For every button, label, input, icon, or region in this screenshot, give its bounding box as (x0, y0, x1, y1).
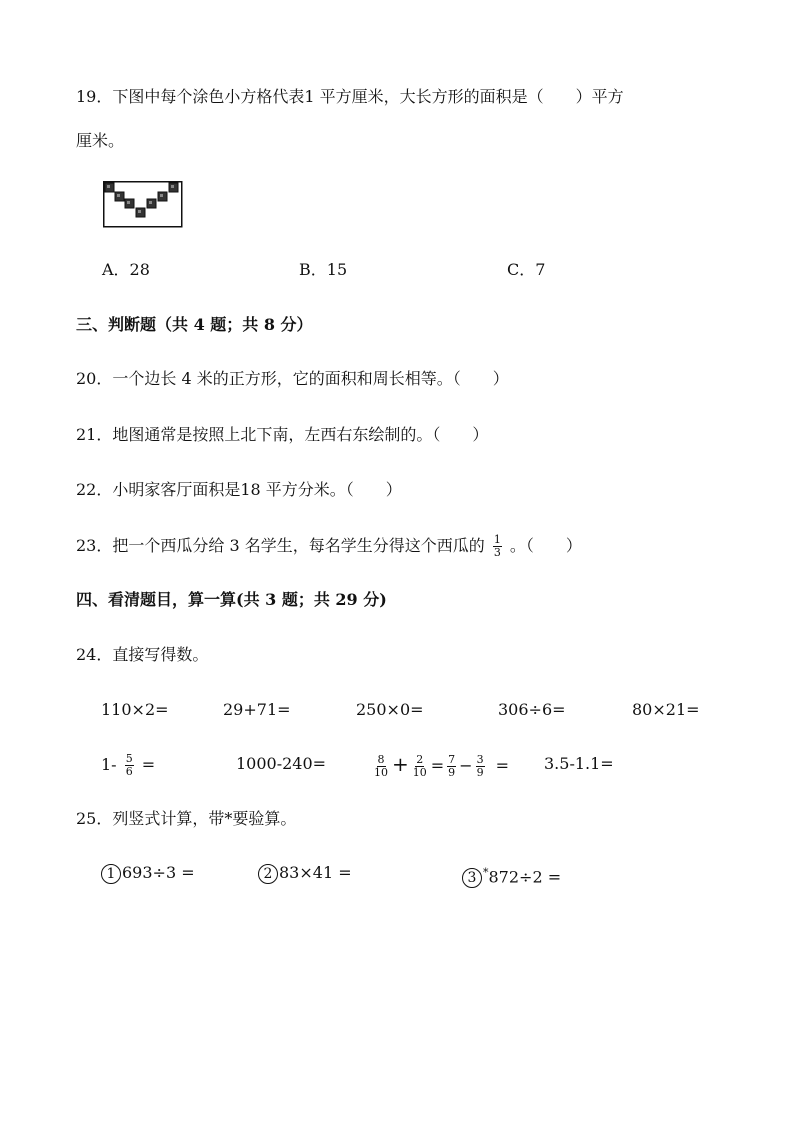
q24-item-fraction-c (370, 753, 509, 779)
section3-title: 三、判断题（共 4 题；共 8 分） (76, 315, 313, 334)
q25-item-3 (462, 862, 561, 888)
fraction-denominator: 10 (412, 766, 427, 779)
q21-text: 21．地图通常是按照上北下南，左西右东绘制的。（ ） (76, 425, 489, 444)
fraction-numerator: 8 (377, 753, 385, 766)
expr: 83×41 = (279, 863, 352, 882)
q19-option-c: C．7 (507, 260, 546, 279)
q24-item: 3.5-1.1= (544, 754, 614, 773)
fraction (447, 754, 456, 779)
q24-item: 110×2= (101, 700, 169, 719)
section4-title: 四、看清题目，算一算(共 3 题；共 29 分) (76, 590, 387, 609)
fraction-numerator: 1 (493, 533, 501, 546)
expr: 693÷3 = (122, 863, 195, 882)
q24-item-fraction-a (101, 753, 155, 778)
fraction-denominator: 10 (374, 766, 388, 779)
fraction-numerator: 2 (416, 753, 424, 766)
expr-part: 1- (101, 755, 117, 774)
q23-tail: 。（ ） (509, 536, 582, 555)
circled-number: 2 (258, 864, 278, 884)
fraction-denominator: 3 (493, 546, 501, 559)
fraction-denominator: 9 (476, 766, 484, 779)
fraction-numerator: 7 (448, 753, 456, 766)
q24-item: 306÷6= (498, 700, 566, 719)
circled-number: 3 (462, 868, 482, 888)
q19-option-a: A．28 (102, 260, 150, 279)
fraction (412, 754, 428, 779)
expr: 872÷2 = (488, 867, 562, 887)
q22-text: 22．小明家客厅面积是18 平方分米。（ ） (76, 480, 402, 499)
q25-item-2 (258, 862, 352, 884)
q24-item: 250×0= (356, 700, 424, 719)
q20-text: 20．一个边长 4 米的正方形，它的面积和周长相等。（ ） (76, 369, 509, 388)
fraction-denominator: 6 (125, 765, 133, 778)
q24-item: 29+71= (223, 700, 291, 719)
plus-sign: + (392, 752, 409, 776)
circled-number: 1 (101, 864, 121, 884)
q19-grid-figure (103, 181, 183, 229)
fraction (373, 754, 389, 779)
q24-item: 80×21= (632, 700, 700, 719)
q19-line1: 19．下图中每个涂色小方格代表1 平方厘米，大长方形的面积是（ ）平方 (76, 87, 624, 106)
fraction-numerator: 3 (476, 753, 484, 766)
equals-sign: = (430, 756, 445, 775)
fraction (125, 753, 134, 778)
minus-sign: − (459, 756, 473, 775)
q23-text: 23．把一个西瓜分给 3 名学生，每名学生分得这个西瓜的 (76, 536, 485, 555)
asterisk-mark: * (483, 866, 489, 879)
q24-title: 24．直接写得数。 (76, 645, 209, 664)
q23-line (76, 534, 582, 559)
q25-item-1 (101, 862, 195, 884)
fraction-numerator: 5 (125, 752, 133, 765)
fraction-denominator: 9 (448, 766, 456, 779)
q24-item: 1000-240= (236, 754, 327, 773)
fraction (476, 754, 485, 779)
equals-sign: = (495, 756, 509, 775)
q23-fraction (493, 534, 502, 559)
expr-part: = (141, 755, 156, 774)
q25-title: 25．列竖式计算，带*要验算。 (76, 809, 297, 828)
q19-option-b: B．15 (299, 260, 348, 279)
q19-line2: 厘米。 (76, 131, 125, 150)
